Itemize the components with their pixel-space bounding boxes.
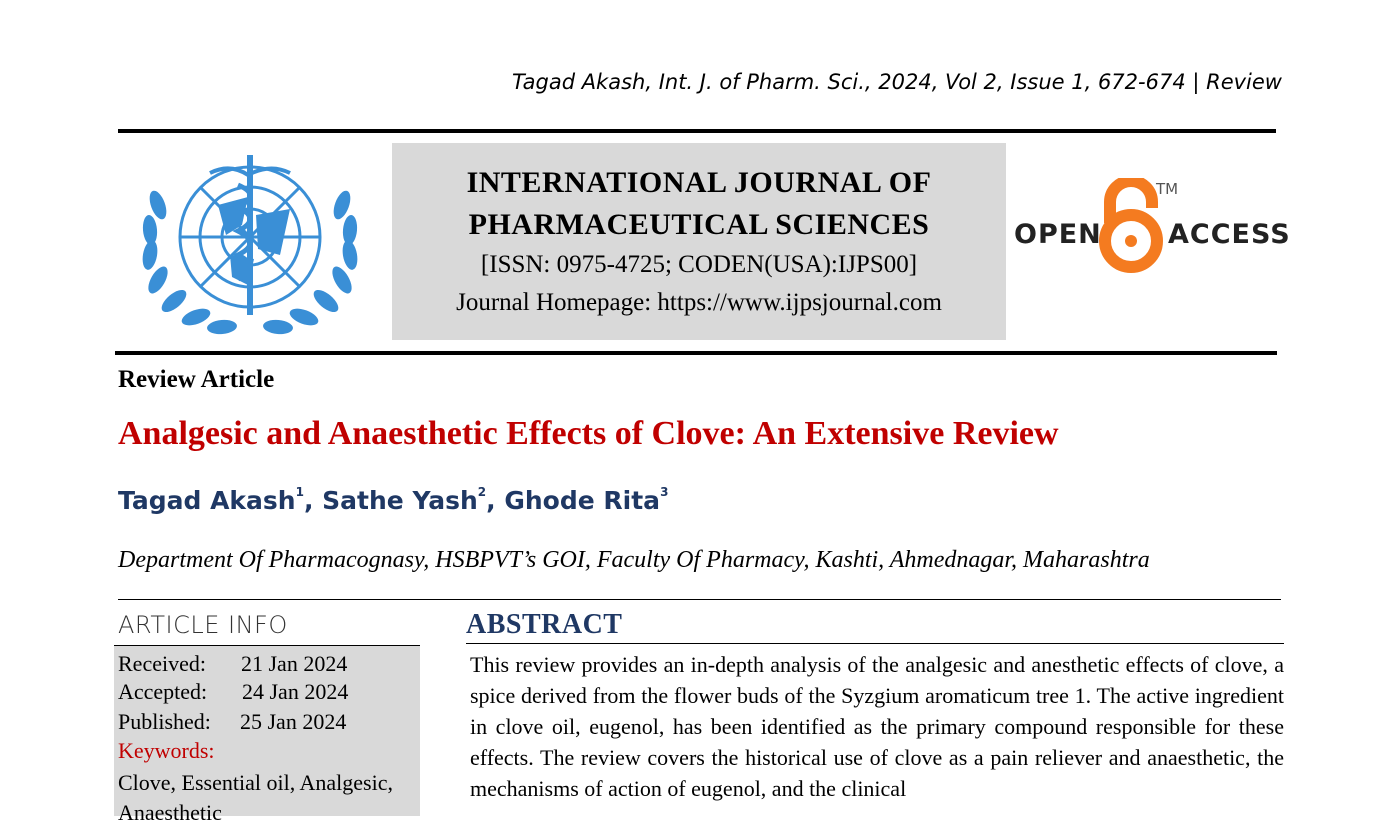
received-label: Received: xyxy=(118,651,206,676)
who-emblem-icon xyxy=(130,145,370,345)
article-type-label: Review Article xyxy=(118,366,275,393)
accepted-label: Accepted: xyxy=(118,679,208,704)
author-name: Tagad Akash xyxy=(118,486,296,515)
affiliation-divider xyxy=(118,599,1281,600)
abstract-divider xyxy=(466,643,1284,644)
journal-homepage[interactable]: Journal Homepage: https://www.ijpsjournal.com xyxy=(456,289,942,316)
author-list xyxy=(118,486,668,515)
author-name: Ghode Rita xyxy=(504,486,661,515)
author-affiliation: Department Of Pharmacognasy, HSBPVT’s GOI, Faculty Of Pharmacy, Kashti, Ahmednagar, Maharashtra xyxy=(118,547,1150,573)
running-header-citation: Tagad Akash, Int. J. of Pharm. Sci., 2024, Vol 2, Issue 1, 672-674 | Review xyxy=(512,70,1282,94)
published-date: 25 Jan 2024 xyxy=(240,709,347,734)
author-affiliation-marker: 2 xyxy=(477,485,487,499)
published-label: Published: xyxy=(118,709,211,734)
author-separator: , xyxy=(486,486,505,515)
keywords-label: Keywords: xyxy=(118,738,215,763)
journal-name-line2: PHARMACEUTICAL SCIENCES xyxy=(468,208,930,241)
article-info-heading: ARTICLE INFO xyxy=(118,611,288,639)
accepted-date: 24 Jan 2024 xyxy=(242,679,349,704)
journal-name-line1: INTERNATIONAL JOURNAL OF xyxy=(466,166,932,199)
top-divider xyxy=(118,129,1276,133)
open-access-word-access: ACCESS xyxy=(1168,219,1291,250)
received-date: 21 Jan 2024 xyxy=(241,651,348,676)
article-title: Analgesic and Anaesthetic Effects of Clove: An Extensive Review xyxy=(118,415,1059,452)
masthead-divider xyxy=(115,351,1277,355)
author-affiliation-marker: 1 xyxy=(295,485,304,499)
open-access-logo xyxy=(1012,178,1291,283)
trademark-mark: TM xyxy=(1156,180,1179,198)
open-access-word-open: OPEN xyxy=(1014,219,1102,250)
author-name: Sathe Yash xyxy=(322,486,478,515)
journal-issn: [ISSN: 0975-4725; CODEN(USA):IJPS00] xyxy=(480,251,918,278)
abstract-text: This review provides an in-depth analysis of the analgesic and anesthetic effects of clove, a spice derived from the flower buds of the Syzgium aromaticum tree 1. The active ingredient in clove oil, eugenol, has been identified as the primary compound responsible for these effects. The review covers the historical use of clove as a pain reliever and anaesthetic, the mechanisms of action of eugenol, and the clinical xyxy=(470,652,1284,801)
keywords-text: Clove, Essential oil, Analgesic, Anaesthetic xyxy=(118,770,393,825)
abstract-heading: ABSTRACT xyxy=(466,609,623,640)
article-info-panel xyxy=(114,645,420,825)
author-affiliation-marker: 3 xyxy=(660,485,669,499)
journal-masthead xyxy=(392,143,1006,340)
author-separator: , xyxy=(303,486,323,515)
